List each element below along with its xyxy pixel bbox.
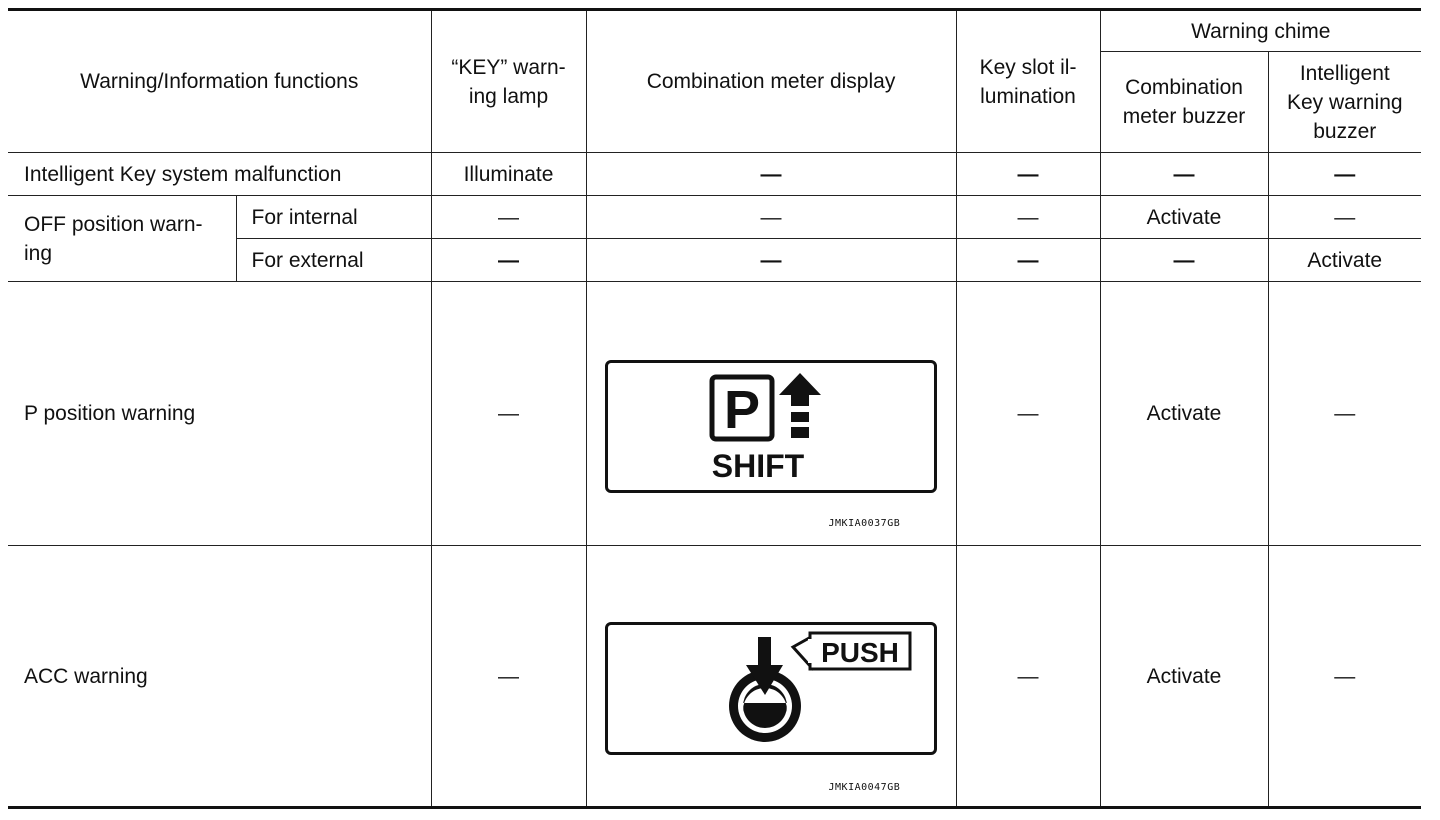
header-key-lamp: “KEY” warn- ing lamp xyxy=(431,10,586,153)
cell-meter-buzzer: Activate xyxy=(1100,546,1268,808)
cell-key-lamp: — xyxy=(431,282,586,546)
header-meter-display: Combination meter display xyxy=(586,10,956,153)
table-row xyxy=(8,196,1421,239)
cell-meter-buzzer: — xyxy=(1100,239,1268,282)
figure-code: JMKIA0047GB xyxy=(828,782,901,793)
cell-meter-display-acc xyxy=(586,546,956,808)
cell-meter-display: — xyxy=(586,196,956,239)
cell-ikey-buzzer: — xyxy=(1268,546,1421,808)
cell-key-slot: — xyxy=(956,546,1100,808)
row-label-off-position: OFF position warn- ing xyxy=(8,196,236,282)
cell-key-slot: — xyxy=(956,196,1100,239)
row-label-acc: ACC warning xyxy=(8,546,431,808)
cell-meter-buzzer: Activate xyxy=(1100,196,1268,239)
cell-key-lamp: Illuminate xyxy=(431,153,586,196)
header-meter-buzzer: Combination meter buzzer xyxy=(1100,52,1268,153)
header-warning-chime: Warning chime xyxy=(1100,10,1421,52)
header-ikey-buzzer: Intelligent Key warning buzzer xyxy=(1268,52,1421,153)
row-sublabel-internal: For internal xyxy=(236,196,431,239)
cell-key-slot: — xyxy=(956,282,1100,546)
cell-key-lamp: — xyxy=(431,239,586,282)
table-row xyxy=(8,282,1421,546)
cell-meter-buzzer: — xyxy=(1100,153,1268,196)
row-label-p-position: P position warning xyxy=(8,282,431,546)
table-row xyxy=(8,153,1421,196)
header-functions: Warning/Information functions xyxy=(8,10,431,153)
warning-functions-table xyxy=(8,8,1421,809)
svg-text:SHIFT: SHIFT xyxy=(711,447,804,484)
cell-key-slot: — xyxy=(956,239,1100,282)
cell-meter-display: — xyxy=(586,239,956,282)
cell-ikey-buzzer: — xyxy=(1268,282,1421,546)
cell-meter-buzzer: Activate xyxy=(1100,282,1268,546)
cell-meter-display: — xyxy=(586,153,956,196)
push-display-panel xyxy=(605,622,937,755)
cell-key-slot: — xyxy=(956,153,1100,196)
cell-ikey-buzzer: Activate xyxy=(1268,239,1421,282)
svg-text:P: P xyxy=(723,379,760,440)
cell-meter-display-p xyxy=(586,282,956,546)
figure-code: JMKIA0037GB xyxy=(828,517,901,529)
row-sublabel-external: For external xyxy=(236,239,431,282)
svg-text:PUSH: PUSH xyxy=(820,637,899,668)
shift-display-panel xyxy=(605,360,937,493)
push-button-icon xyxy=(608,625,934,752)
cell-key-lamp: — xyxy=(431,196,586,239)
p-shift-icon xyxy=(608,363,934,490)
row-label-malfunction: Intelligent Key system malfunction xyxy=(8,153,431,196)
header-key-slot: Key slot il- lumination xyxy=(956,10,1100,153)
cell-ikey-buzzer: — xyxy=(1268,153,1421,196)
cell-key-lamp: — xyxy=(431,546,586,808)
cell-ikey-buzzer: — xyxy=(1268,196,1421,239)
table-row xyxy=(8,546,1421,808)
